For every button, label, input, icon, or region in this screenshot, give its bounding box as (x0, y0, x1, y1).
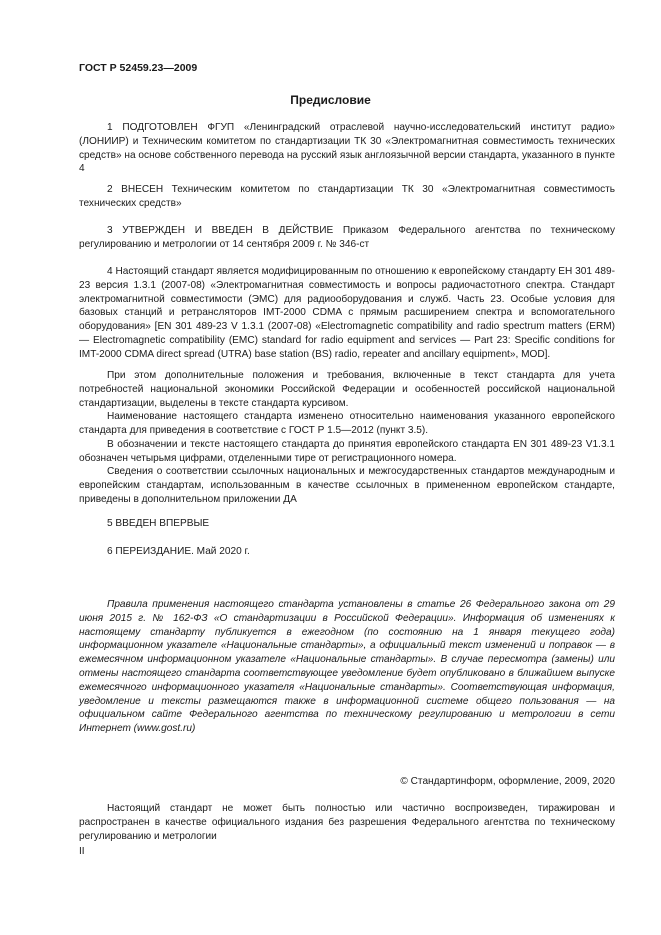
page-number: II (79, 846, 85, 857)
document-header: ГОСТ Р 52459.23—2009 (79, 62, 198, 74)
paragraph-4-note-2: Наименование настоящего стандарта изменено относительно наименования указанного европейского стандарта для приведения в соответствие с ГОСТ Р 1.5—2012 (пункт 3.5). (79, 411, 615, 436)
paragraph-2: 2 ВНЕСЕН Техническим комитетом по стандартизации ТК 30 «Электромагнитная совместимость технических средств» (79, 184, 615, 209)
paragraph-1: 1 ПОДГОТОВЛЕН ФГУП «Ленинградский отраслевой научно-исследовательский институт радио» (ЛОНИИР) и Техническим комитетом по стандартизации ТК 30 «Электромагнитная совместимость технических средств» на основе собственного перевода на русский язык англоязычной версии стандарта, указанного в пункте 4 (79, 122, 615, 175)
paragraph-4: 4 Настоящий стандарт является модифицированным по отношению к европейскому стандарту ЕН 301 489-23 версия 1.3.1 (2007-08) «Электромагнитная совместимость и вопросы радиочастотного спектра. Стандарт электромагнитной совместимости (ЭМС) для радиооборудования и служб. Часть 23. Особые условия для базовых станций и ретрансляторов IMT-2000 CDMA с прямым расширением спектра и вспомогательного оборудования» [EN 301 489-23 V 1.3.1 (2007-08) «Electromagnetic compatibility and radio spectrum matters (ERM) — Electromagnetic compatibility (EMC) standard for radio equipment and services — Part 23: Specific conditions for IMT-2000 CDMA direct spread (UTRA) base station (BS) radio, repeater and ancillary equipment», MOD]. (79, 266, 615, 360)
paragraph-6: 6 ПЕРЕИЗДАНИЕ. Май 2020 г. (107, 546, 250, 557)
paragraph-3: 3 УТВЕРЖДЕН И ВВЕДЕН В ДЕЙСТВИЕ Приказом Федерального агентства по техническому регулированию и метрологии от 14 сентября 2009 г. № 346-ст (79, 225, 615, 250)
paragraph-4-note-1: При этом дополнительные положения и требования, включенные в текст стандарта для учета потребностей национальной экономики Российской Федерации и особенностей российской национальной стандартизации, выделены в тексте стандарта курсивом. (79, 370, 615, 409)
page-title: Предисловие (290, 93, 371, 107)
paragraph-4-note-4: Сведения о соответствии ссылочных национальных и межгосударственных стандартов международным и европейским стандартам, использованным в качестве ссылочных в примененном европейском стандарте, приведены в дополнительном приложении ДА (79, 466, 615, 505)
reproduction-notice: Настоящий стандарт не может быть полностью или частично воспроизведен, тиражирован и распространен в качестве официального издания без разрешения Федерального агентства по техническому регулированию и метрологии (79, 803, 615, 842)
paragraph-4-note-3: В обозначении и тексте настоящего стандарта до принятия европейского стандарта EN 301 489-23 V1.3.1 обозначен четырьмя цифрами, отделенными тире от регистрационного номера. (79, 439, 615, 464)
usage-rules-notice: Правила применения настоящего стандарта установлены в статье 26 Федерального закона от 29 июня 2015 г. № 162-ФЗ «О стандартизации в Российской Федерации». Информация об изменениях к настоящему стандарту публикуется в ежегодном (по состоянию на 1 января текущего года) информационном указателе «Национальные стандарты», а официальный текст изменений и поправок — в ежемесячном информационном указателе «Национальные стандарты». В случае пересмотра (замены) или отмены настоящего стандарта соответствующее уведомление будет опубликовано в ближайшем выпуске ежемесячного информационного указателя «Национальные стандарты». Соответствующая информация, уведомление и тексты размещаются также в информационной системе общего пользования — на официальном сайте Федерального агентства по техническому регулированию и метрологии в сети Интернет (www.gost.ru) (79, 599, 615, 735)
paragraph-5: 5 ВВЕДЕН ВПЕРВЫЕ (107, 518, 210, 529)
copyright: © Стандартинформ, оформление, 2009, 2020 (400, 776, 615, 787)
